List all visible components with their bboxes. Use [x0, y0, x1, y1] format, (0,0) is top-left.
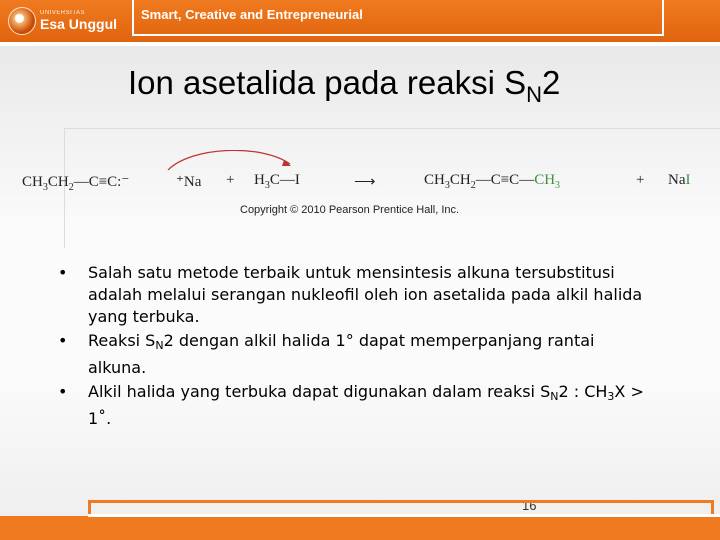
copyright-note: Copyright © 2010 Pearson Prentice Hall, Inc.	[240, 204, 460, 216]
reaction-equation	[22, 172, 712, 198]
product-alkyne: $CH_3CH_2—C\equiv C—CH_3$	[424, 172, 561, 191]
product-nai: NaI	[668, 172, 691, 188]
logo-emblem-icon	[8, 7, 36, 35]
university-logo	[8, 6, 117, 36]
bullet-item: • Alkil halida yang terbuka dapat digunakan dalam reaksi $S_N2$ : $CH_3X$ > 1˚.	[56, 381, 656, 430]
plus-sign: +	[226, 172, 235, 188]
bullet-item: • Reaksi $S_N2$ dengan alkil halida 1° dapat memperpanjang rantai alkuna.	[56, 330, 656, 379]
divider-line	[64, 128, 720, 129]
tagline: Smart, Creative and Entrepreneurial	[141, 7, 363, 22]
footer-line	[88, 514, 720, 517]
bullet-list	[56, 262, 656, 432]
reactant-acetylide: $CH_3CH_2—C\equiv C:^-$	[22, 174, 130, 193]
reactant-methyl-iodide: $H_3C—I$	[254, 172, 300, 191]
header-bar	[0, 0, 720, 42]
slide-title: Ion asetalida pada reaksi $S_N2$	[128, 64, 561, 107]
footer-bar	[0, 516, 720, 540]
bullet-item: • Salah satu metode terbaik untuk mensintesis alkuna tersubstitusi adalah melalui serangan nukleofil oleh ion asetalida pada alkil halida yang terbuka.	[56, 262, 656, 328]
reaction-arrow: ⟶	[354, 174, 376, 190]
page-number: 16	[522, 498, 537, 513]
plus-sign-2: +	[636, 172, 645, 188]
sodium-cation: ⁺Na	[176, 174, 202, 190]
logo-name: Esa Unggul	[40, 16, 118, 32]
curved-arrow-icon	[22, 150, 342, 180]
logo-small-text: UNIVERSITAS	[40, 10, 86, 16]
